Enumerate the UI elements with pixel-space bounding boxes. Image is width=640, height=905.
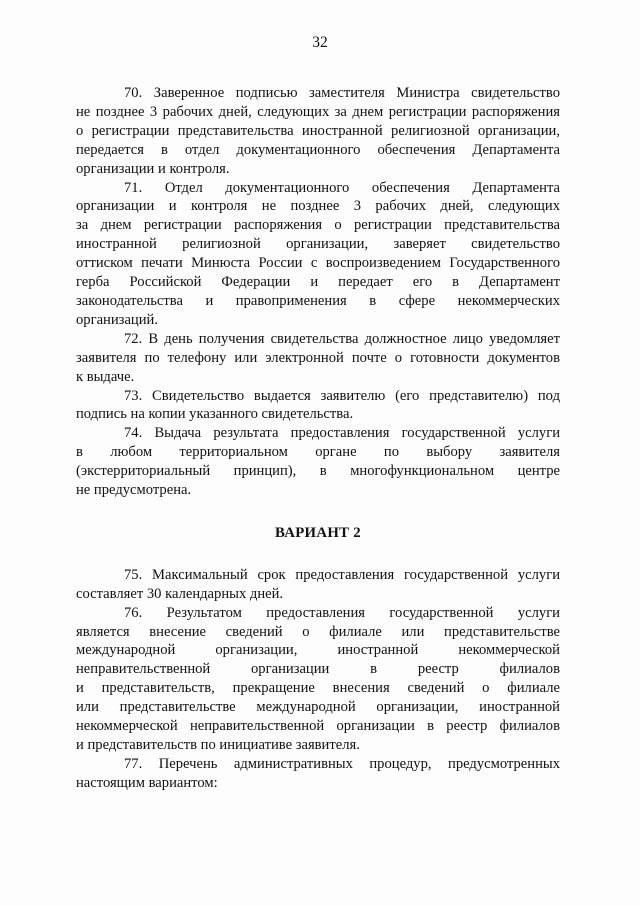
text-line: организаций. bbox=[76, 311, 158, 328]
paragraph-p71 bbox=[76, 179, 560, 330]
text-line: и представительств по инициативе заявителя. bbox=[76, 737, 360, 753]
text-line: является внесение сведений о филиале или представительстве bbox=[76, 623, 560, 640]
text-line: 71. Отдел документационного обеспечения Департамента bbox=[124, 179, 560, 196]
text-line: 75. Максимальный срок предоставления государственной услуги bbox=[124, 566, 560, 583]
paragraph-p76 bbox=[76, 604, 560, 755]
text-line: законодательства и правоприменения в сфере некоммерческих bbox=[76, 292, 560, 309]
text-line: 77. Перечень административных процедур, предусмотренных bbox=[124, 755, 560, 772]
text-line: некоммерческой неправительственной организации в реестр филиалов bbox=[76, 718, 560, 735]
text-line: 76. Результатом предоставления государственной услуги bbox=[124, 604, 560, 621]
paragraph-p70 bbox=[76, 84, 560, 179]
text-line: заявителя по телефону или электронной почте о готовности документов bbox=[76, 349, 560, 366]
paragraph-p74 bbox=[76, 424, 560, 500]
paragraph-p72 bbox=[76, 330, 560, 387]
text-line: иностранной религиозной организации, заверяет свидетельство bbox=[76, 236, 560, 253]
text-line: (экстерриториальный принцип), в многофункциональном центре bbox=[76, 463, 560, 480]
text-line: не позднее 3 рабочих дней, следующих за днем регистрации распоряжения bbox=[76, 103, 560, 120]
text-line: составляет 30 календарных дней. bbox=[76, 585, 284, 602]
text-line: подпись на копии указанного свидетельства. bbox=[76, 406, 354, 423]
text-line: международной организации, иностранной некоммерческой bbox=[76, 642, 560, 659]
paragraph-p77 bbox=[76, 755, 560, 793]
text-line: 74. Выдача результата предоставления государственной услуги bbox=[124, 425, 560, 442]
text-line: организации и контроля не позднее 3 рабочих дней, следующих bbox=[76, 198, 560, 215]
text-line: за днем регистрации распоряжения о регистрации представительства bbox=[76, 217, 560, 234]
text-line: неправительственной организации в реестр филиалов bbox=[76, 661, 560, 678]
text-line: или представительстве международной организации, иностранной bbox=[76, 699, 560, 716]
page-number: 32 bbox=[312, 34, 328, 51]
text-line: настоящим вариантом: bbox=[76, 774, 218, 791]
paragraph-p75 bbox=[76, 566, 560, 604]
paragraph-p73 bbox=[76, 387, 560, 425]
text-line: 73. Свидетельство выдается заявителю (его представителю) под bbox=[124, 387, 560, 404]
section-variant-1-tail bbox=[76, 84, 560, 500]
text-line: 70. Заверенное подписью заместителя Министра свидетельство bbox=[124, 85, 560, 101]
text-line: герба Российской Федерации и передает его в Департамент bbox=[76, 274, 560, 291]
text-line: оттиском печати Минюста России с воспроизведением Государственного bbox=[76, 255, 560, 272]
text-line: о регистрации представительства иностранной религиозной организации, bbox=[76, 122, 560, 139]
document-body bbox=[76, 84, 560, 793]
section-variant-2 bbox=[76, 566, 560, 793]
text-line: в любом территориальном органе по выбору заявителя bbox=[76, 444, 560, 461]
text-line: и представительств, прекращение внесения сведений о филиале bbox=[76, 680, 560, 697]
text-line: не предусмотрена. bbox=[76, 482, 192, 499]
text-line: к выдаче. bbox=[76, 368, 135, 385]
text-line: передается в отдел документационного обеспечения Департамента bbox=[76, 141, 560, 158]
text-line: 72. В день получения свидетельства должностное лицо уведомляет bbox=[124, 330, 560, 347]
section-heading-variant-2: ВАРИАНТ 2 bbox=[274, 524, 362, 541]
text-line: организации и контроля. bbox=[76, 160, 230, 177]
